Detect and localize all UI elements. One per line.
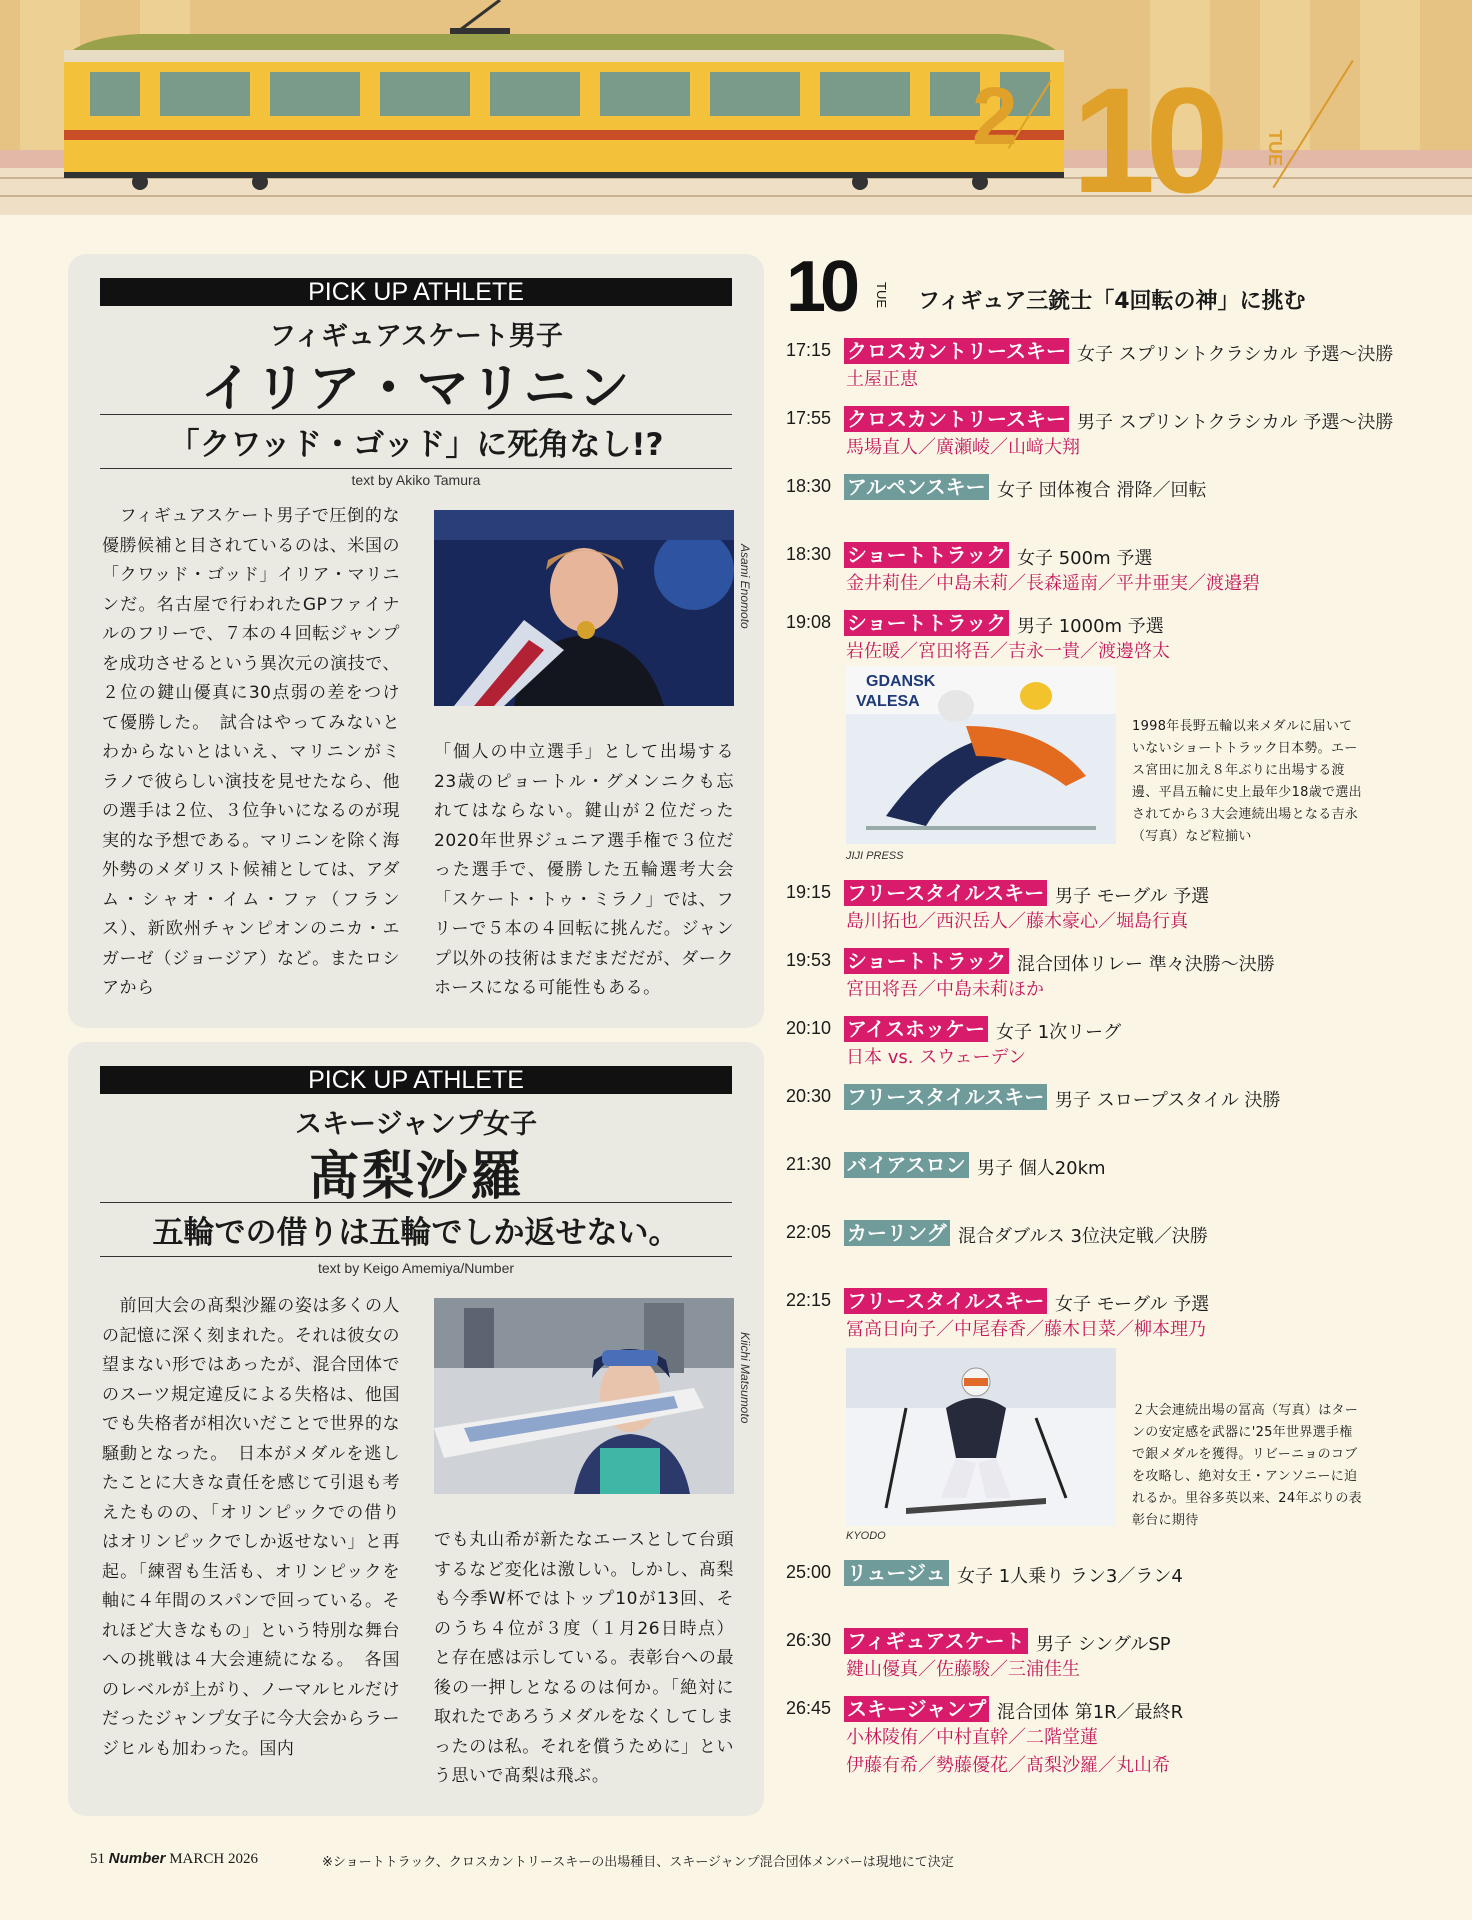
page-number: 51 [90,1851,105,1867]
event-time: 19:08 [786,612,832,632]
event-name: 女子 500m 予選 [1017,548,1153,569]
page-footer [90,1850,258,1868]
event-time: 19:15 [786,882,832,902]
svg-text:GDANSK: GDANSK [866,673,936,690]
athlete-names: 宮田将吾／中島未莉ほか [846,979,1044,1000]
event-name: 女子 1次リーグ [996,1022,1122,1043]
athlete-names: 冨高日向子／中尾春香／藤木日菜／柳本理乃 [846,1319,1206,1340]
sport-label: アルペンスキー [844,474,989,500]
schedule-title: フィギュア三銃士「4回転の神」に挑む [918,289,1306,314]
event-name: 男子 スロープスタイル 決勝 [1055,1090,1281,1111]
article-column-1: フィギュアスケート男子で圧倒的な優勝候補と目されているのは、米国の「クワッド・ゴッド」イリア・マリニンだ。名古屋で行われたGPファイナルのフリーで、７本の４回転ジャンプを成功させるという異次元の演技で、２位の鍵山優真に30点弱の差をつけて優勝した。 試合はやってみないとわからないとはいえ、マリニンがミラノで彼らしい演技を見せたなら、他の選手は２位、３位争いになるのが現実的な予想である。マリニンを除く海外勢のメダリスト候補としては、アダム・シャオ・イム・ファ（フランス）、新欧州チャンピオンのニカ・エガーゼ（ジョージア）など。またロシアから [102,506,400,998]
event-name: 混合団体リレー 準々決勝〜決勝 [1017,954,1275,975]
event-name: 女子 団体複合 滑降／回転 [997,480,1207,501]
athlete-names: 馬場直人／廣瀬崚／山﨑大翔 [846,437,1080,458]
sport-label: リュージュ [844,1560,949,1586]
event-time: 22:05 [786,1222,832,1242]
event-name: 混合団体 第1R／最終R [997,1702,1184,1723]
athlete-names: 日本 vs. スウェーデン [846,1047,1027,1068]
date-day: 10 [1072,56,1219,215]
sport-label: フィギュアスケート [844,1628,1028,1654]
date-badge [972,56,1392,215]
shorttrack-photo [846,666,1116,844]
photo-credit: Asami Enomoto [738,544,752,629]
photo-credit: KYODO [846,1530,886,1542]
sport-label: バイアスロン [844,1152,969,1178]
schedule-day: 10 [786,247,855,327]
event-time: 18:30 [786,544,832,564]
event-time: 18:30 [786,476,832,496]
footnote: ※ショートトラック、クロスカントリースキーの出場種目、スキージャンプ混合団体メンバーは現地にて決定 [322,1855,954,1870]
athlete-photo-takanashi [434,1298,734,1494]
schedule-weekday: TUE [874,282,889,308]
article-tagline: 五輪での借りは五輪でしか返せない。 [100,1202,732,1257]
event-name: 女子 1人乗り ラン3／ラン4 [957,1566,1183,1587]
athlete-names: 土屋正恵 [846,369,918,390]
event-name: 混合ダブルス 3位決定戦／決勝 [958,1226,1208,1247]
athlete-photo-malinin [434,510,734,706]
event-time: 25:00 [786,1562,832,1582]
article-tagline: 「クワッド・ゴッド」に死角なし!? [100,414,732,469]
photo-caption-shorttrack: 1998年長野五輪以来メダルに届いていないショートトラック日本勢。エース宮田に加え８年ぶりに出場する渡邊、平昌五輪に史上最年少18歳で選出されてから３大会連続出場となる吉永（写真）など粒揃い [1132,719,1362,844]
event-time: 26:45 [786,1698,832,1718]
sport-label: ショートトラック [844,542,1009,568]
header-banner [0,0,1472,215]
sport-label: フリースタイルスキー [844,880,1047,906]
date-weekday: TUE [1265,130,1285,166]
event-time: 22:15 [786,1290,832,1310]
athlete-name: イリア・マリニン [200,359,632,419]
event-time: 20:10 [786,1018,832,1038]
byline: text by Akiko Tamura [351,472,481,488]
pickup-panel-takanashi [68,1042,764,1816]
athlete-names: 岩佐暖／宮田将吾／吉永一貴／渡邊啓太 [846,641,1170,662]
event-name: 男子 モーグル 予選 [1055,886,1210,907]
svg-text:VALESA: VALESA [856,693,920,710]
event-time: 20:30 [786,1086,832,1106]
athlete-names: 小林陵侑／中村直幹／二階堂蓮 [846,1727,1098,1748]
event-name: 男子 スプリントクラシカル 予選〜決勝 [1077,412,1394,433]
sport-label: フリースタイルスキー [844,1288,1047,1314]
sport-label: カーリング [844,1220,950,1246]
article-column-1: 前回大会の髙梨沙羅の姿は多くの人の記憶に深く刻まれた。それは彼女の望まない形ではあったが、混合団体でのスーツ規定違反による失格は、他国でも失格者が相次いだことで世界的な騒動となった。 日本がメダルを逃したことに大きな責任を感じて引退も考えたものの、「オリンピックでの借りはオリンピックでしか返せない」と再起。「練習も生活も、オリンピックを軸に４年間のスパンで回っている。それほど大きなもの」という特別な舞台への挑戦は４大会連続になる。 各国のレベルが上がり、ノーマルヒルだけだったジャンプ女子に今大会からラージヒルも加わった。国内 [102,1296,400,1759]
athlete-name: 髙梨沙羅 [307,1147,524,1207]
photo-caption-mogul: ２大会連続出場の冨高（写真）はターンの安定感を武器に'25年世界選手権で銀メダルを獲得。リビーニョのコブを攻略し、絶対女王・アンソニーに迫れるか。里谷多英以来、24年ぶりの表彰台に期待 [1132,1403,1362,1528]
article-column-2: でも丸山希が新たなエースとして台頭するなど変化は激しい。しかし、髙梨も今季W杯ではトップ10が13回、そのうち４位が３度（１月26日時点）と存在感は示している。表彰台への最後の一押しとなるのは何か。「絶対に取れたであろうメダルをなくしてしまったのは私。それを償うために」という思いで髙梨は飛ぶ。 [434,1530,734,1786]
article-column-2: 「個人の中立選手」として出場する23歳のピョートル・グメンニクも忘れてはならない。鍵山が２位だった2020年世界ジュニア選手権で３位だった選手で、優勝した五輪選考大会「スケート・トゥ・ミラノ」では、フリーで５本の４回転に挑んだ。ジャンプ以外の技術はまだまだだが、ダークホースになる可能性もある。 [434,742,734,998]
athlete-category: スキージャンプ女子 [295,1109,537,1140]
photo-credit: JIJI PRESS [846,850,904,862]
schedule-header [786,247,1406,327]
athlete-names: 伊藤有希／勢藤優花／髙梨沙羅／丸山希 [846,1755,1170,1776]
sport-label: フリースタイルスキー [844,1084,1047,1110]
event-time: 19:53 [786,950,832,970]
byline: text by Keigo Amemiya/Number [317,1260,515,1276]
sport-label: ショートトラック [844,610,1009,636]
issue-date: MARCH 2026 [169,1851,258,1867]
date-month: 2 [972,71,1016,162]
event-name: 男子 シングルSP [1036,1634,1171,1655]
magazine-name: Number [108,1850,166,1867]
sport-label: クロスカントリースキー [844,338,1069,364]
pickup-label: PICK UP ATHLETE [100,1066,732,1094]
sport-label: アイスホッケー [844,1016,988,1042]
sport-label: スキージャンプ [844,1696,989,1722]
pickup-panel-malinin [68,254,764,1028]
event-name: 女子 スプリントクラシカル 予選〜決勝 [1077,344,1394,365]
athlete-names: 鍵山優真／佐藤駿／三浦佳生 [846,1659,1080,1680]
pickup-label: PICK UP ATHLETE [100,278,732,306]
date-divider [1273,60,1354,188]
sport-label: クロスカントリースキー [844,406,1069,432]
event-time: 21:30 [786,1154,832,1174]
event-name: 男子 個人20km [977,1158,1106,1179]
event-time: 17:55 [786,408,832,428]
event-name: 女子 モーグル 予選 [1055,1294,1210,1315]
event-time: 26:30 [786,1630,832,1650]
mogul-photo [846,1348,1116,1526]
athlete-names: 島川拓也／西沢岳人／藤木豪心／堀島行真 [846,911,1188,932]
athlete-names: 金井莉佳／中島未莉／長森遥南／平井亜実／渡邉碧 [846,573,1260,594]
sport-label: ショートトラック [844,948,1009,974]
event-name: 男子 1000m 予選 [1017,616,1164,637]
photo-credit: Kiichi Matsumoto [738,1332,752,1424]
event-time: 17:15 [786,340,832,360]
athlete-category: フィギュアスケート男子 [269,321,563,352]
